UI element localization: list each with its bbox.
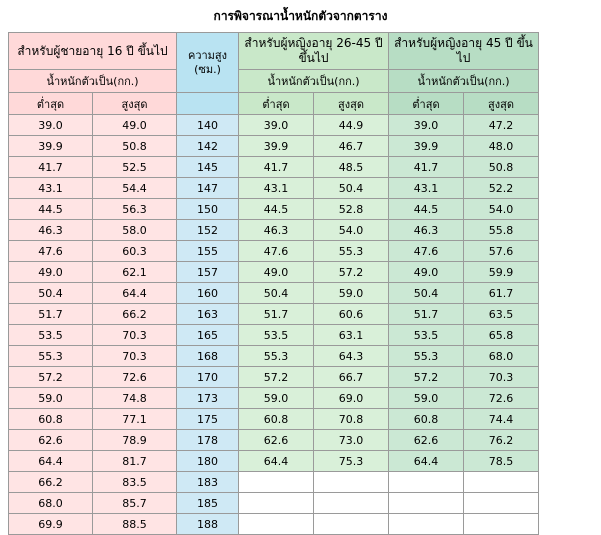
cell-height: 183 [177,472,239,493]
cell-female2-min [389,514,464,535]
cell-female1-max [314,514,389,535]
cell-female1-min: 47.6 [239,241,314,262]
cell-female2-max: 59.9 [464,262,539,283]
cell-male-max: 58.0 [93,220,177,241]
weight-reference-table [8,32,539,535]
table-row [9,388,539,409]
cell-female1-max: 66.7 [314,367,389,388]
cell-female2-min: 43.1 [389,178,464,199]
column-male-max: สูงสุด [93,93,177,115]
cell-male-max: 62.1 [93,262,177,283]
cell-female2-min: 39.9 [389,136,464,157]
cell-female2-max: 68.0 [464,346,539,367]
weight-table-container [0,32,601,535]
cell-height: 180 [177,451,239,472]
table-row [9,514,539,535]
table-row [9,283,539,304]
cell-height: 185 [177,493,239,514]
cell-female2-max: 47.2 [464,115,539,136]
cell-female1-max: 50.4 [314,178,389,199]
cell-female2-min: 44.5 [389,199,464,220]
subheader-female2-weight: น้ำหนักตัวเป็น(กก.) [389,70,539,93]
table-row [9,241,539,262]
cell-female2-max [464,514,539,535]
table-row [9,157,539,178]
cell-height: 157 [177,262,239,283]
cell-male-min: 46.3 [9,220,93,241]
cell-female2-max: 61.7 [464,283,539,304]
cell-male-max: 56.3 [93,199,177,220]
cell-male-max: 78.9 [93,430,177,451]
cell-male-max: 81.7 [93,451,177,472]
cell-male-min: 53.5 [9,325,93,346]
cell-height: 145 [177,157,239,178]
table-row [9,136,539,157]
table-row [9,199,539,220]
cell-female1-max [314,493,389,514]
cell-female2-max: 48.0 [464,136,539,157]
cell-male-min: 49.0 [9,262,93,283]
subheader-female1-weight: น้ำหนักตัวเป็น(กก.) [239,70,389,93]
table-body [9,115,539,535]
cell-female2-min: 57.2 [389,367,464,388]
cell-male-min: 64.4 [9,451,93,472]
table-header-row-columns [9,93,539,115]
cell-male-max: 70.3 [93,325,177,346]
cell-female1-max: 73.0 [314,430,389,451]
table-row [9,451,539,472]
table-row [9,409,539,430]
cell-female2-max: 65.8 [464,325,539,346]
cell-female1-min: 62.6 [239,430,314,451]
cell-male-min: 41.7 [9,157,93,178]
cell-male-max: 77.1 [93,409,177,430]
cell-male-min: 60.8 [9,409,93,430]
cell-female2-max: 74.4 [464,409,539,430]
subheader-male-weight: น้ำหนักตัวเป็น(กก.) [9,70,177,93]
cell-male-max: 85.7 [93,493,177,514]
cell-female1-min: 51.7 [239,304,314,325]
cell-female2-max: 52.2 [464,178,539,199]
cell-height: 160 [177,283,239,304]
cell-female1-min: 57.2 [239,367,314,388]
cell-male-max: 88.5 [93,514,177,535]
column-female1-max: สูงสุด [314,93,389,115]
cell-female1-min: 59.0 [239,388,314,409]
cell-female2-max: 55.8 [464,220,539,241]
cell-female2-max: 57.6 [464,241,539,262]
cell-male-max: 50.8 [93,136,177,157]
cell-height: 170 [177,367,239,388]
cell-female1-min: 43.1 [239,178,314,199]
cell-female2-min: 49.0 [389,262,464,283]
cell-female2-max [464,472,539,493]
table-row [9,115,539,136]
cell-female1-max: 48.5 [314,157,389,178]
cell-height: 173 [177,388,239,409]
cell-male-max: 64.4 [93,283,177,304]
table-row [9,262,539,283]
cell-height: 178 [177,430,239,451]
cell-female2-min: 47.6 [389,241,464,262]
cell-male-min: 59.0 [9,388,93,409]
cell-female2-min: 60.8 [389,409,464,430]
table-header-row-sub [9,70,539,93]
cell-female1-max: 57.2 [314,262,389,283]
cell-male-max: 72.6 [93,367,177,388]
table-row [9,430,539,451]
cell-female2-min [389,493,464,514]
cell-female2-max: 63.5 [464,304,539,325]
cell-height: 188 [177,514,239,535]
cell-male-max: 83.5 [93,472,177,493]
table-row [9,493,539,514]
table-row [9,346,539,367]
cell-female1-min: 39.9 [239,136,314,157]
cell-female2-min: 55.3 [389,346,464,367]
cell-female1-min: 50.4 [239,283,314,304]
cell-female1-min: 60.8 [239,409,314,430]
cell-female2-min: 59.0 [389,388,464,409]
cell-female2-min: 50.4 [389,283,464,304]
cell-male-max: 60.3 [93,241,177,262]
cell-female1-max: 75.3 [314,451,389,472]
cell-female2-max: 78.5 [464,451,539,472]
cell-height: 168 [177,346,239,367]
column-female2-max: สูงสุด [464,93,539,115]
cell-height: 163 [177,304,239,325]
cell-female1-max: 63.1 [314,325,389,346]
table-row [9,472,539,493]
cell-female2-min: 41.7 [389,157,464,178]
cell-height: 147 [177,178,239,199]
column-male-min: ต่ำสุด [9,93,93,115]
table-row [9,220,539,241]
cell-female1-max: 64.3 [314,346,389,367]
header-female2-group: สำหรับผู้หญิงอายุ 45 ปี ขึ้นไป [389,33,539,70]
header-female1-group: สำหรับผู้หญิงอายุ 26-45 ปี ขึ้นไป [239,33,389,70]
cell-male-max: 54.4 [93,178,177,199]
cell-male-min: 55.3 [9,346,93,367]
cell-female2-min [389,472,464,493]
cell-female1-min: 49.0 [239,262,314,283]
cell-male-min: 39.0 [9,115,93,136]
cell-male-min: 39.9 [9,136,93,157]
cell-female1-max: 59.0 [314,283,389,304]
cell-female1-min: 46.3 [239,220,314,241]
cell-male-max: 66.2 [93,304,177,325]
column-female2-min: ต่ำสุด [389,93,464,115]
cell-female1-min [239,493,314,514]
header-height-group: ความสูง (ซม.) [177,33,239,93]
cell-female1-max: 52.8 [314,199,389,220]
cell-female1-min: 55.3 [239,346,314,367]
table-row [9,367,539,388]
cell-female1-max: 55.3 [314,241,389,262]
cell-female1-min: 39.0 [239,115,314,136]
cell-male-min: 69.9 [9,514,93,535]
cell-female1-max: 46.7 [314,136,389,157]
cell-height: 152 [177,220,239,241]
cell-height: 175 [177,409,239,430]
cell-male-min: 51.7 [9,304,93,325]
cell-male-min: 62.6 [9,430,93,451]
cell-female1-min [239,472,314,493]
cell-height: 140 [177,115,239,136]
cell-female2-max: 72.6 [464,388,539,409]
cell-female2-min: 39.0 [389,115,464,136]
page-title: การพิจารณาน้ำหนักตัวจากตาราง [213,9,388,23]
cell-female1-max [314,472,389,493]
cell-male-min: 66.2 [9,472,93,493]
cell-female1-max: 54.0 [314,220,389,241]
cell-female2-max: 76.2 [464,430,539,451]
cell-male-max: 49.0 [93,115,177,136]
cell-female1-max: 70.8 [314,409,389,430]
cell-male-min: 57.2 [9,367,93,388]
cell-female2-min: 53.5 [389,325,464,346]
cell-female2-max: 54.0 [464,199,539,220]
cell-female1-max: 69.0 [314,388,389,409]
header-male-group: สำหรับผู้ชายอายุ 16 ปี ขึ้นไป [9,33,177,70]
cell-male-min: 44.5 [9,199,93,220]
cell-female1-min: 41.7 [239,157,314,178]
column-height-spacer [177,93,239,115]
cell-female2-min: 51.7 [389,304,464,325]
table-row [9,304,539,325]
cell-female1-min [239,514,314,535]
cell-male-min: 43.1 [9,178,93,199]
cell-male-max: 74.8 [93,388,177,409]
cell-male-max: 52.5 [93,157,177,178]
cell-female2-max [464,493,539,514]
cell-male-min: 68.0 [9,493,93,514]
cell-female2-max: 50.8 [464,157,539,178]
cell-height: 150 [177,199,239,220]
table-row [9,325,539,346]
column-female1-min: ต่ำสุด [239,93,314,115]
cell-female2-max: 70.3 [464,367,539,388]
table-row [9,178,539,199]
cell-female1-min: 64.4 [239,451,314,472]
cell-female2-min: 46.3 [389,220,464,241]
cell-female1-min: 53.5 [239,325,314,346]
cell-male-max: 70.3 [93,346,177,367]
cell-height: 165 [177,325,239,346]
table-head [9,33,539,115]
cell-male-min: 47.6 [9,241,93,262]
cell-height: 155 [177,241,239,262]
cell-female1-max: 60.6 [314,304,389,325]
table-header-row-group [9,33,539,70]
cell-female1-max: 44.9 [314,115,389,136]
cell-male-min: 50.4 [9,283,93,304]
cell-female2-min: 64.4 [389,451,464,472]
cell-female1-min: 44.5 [239,199,314,220]
cell-height: 142 [177,136,239,157]
cell-female2-min: 62.6 [389,430,464,451]
